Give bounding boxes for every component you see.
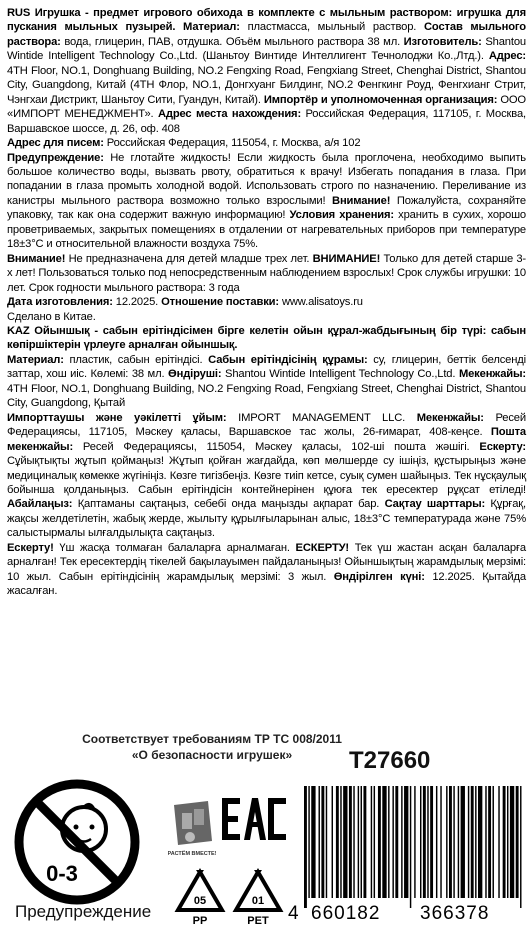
barcode-bar <box>458 786 459 898</box>
svg-text:05: 05 <box>193 895 207 907</box>
barcode-bar <box>332 786 333 898</box>
barcode-bar <box>374 786 375 898</box>
barcode-bar <box>453 786 454 898</box>
barcode-bar <box>340 786 341 898</box>
barcode-bar <box>363 786 366 898</box>
svg-text:01: 01 <box>251 895 265 907</box>
barcode-digits-right: 366378 <box>420 903 490 924</box>
barcode-bar <box>353 786 354 898</box>
eac-mark-icon <box>222 798 286 840</box>
svg-text:PET: PET <box>247 915 269 926</box>
svg-text:PP: PP <box>192 915 208 926</box>
barcode-bar <box>468 786 469 898</box>
recycle-pp-icon <box>170 866 230 926</box>
rus-section: RUS Игрушка - предмет игрового обихода в комплекте с мыльным раствором: игрушка для пускания мыльных пузырей. Материал: пластмасса, мыльный раствор. Состав мыльного раствора: вода, глицерин, ПАВ, отдушка. Объём мыльного раствора 38 мл. Изготовитель: Shantou Wintide Intelligent Technology Co.,Ltd. (Шаньтоу Винтиде Интеллигент Течнолоджи Ко.,Лтд.). Адрес: 4TH Floor, NO.1, Donghuang Building, NO.2 Fengxing Road, Fengxiang Street, Chenghai District, Shantou City, Guangdong, Китай (4TH Флор, NO.1, Донгхуанг Билдинг, NO.2 Фенгкинг Роуд, Фенгхианг Стрит, Чэнгхаи Дистрикт, Шаньтоу Сити, Гуандун, Китай). Импортёр и уполномоченная организация: ООО «ИМПОРТ МЕНЕДЖМЕНТ». Адрес места нахождения: Российская Федерация, 117105, г. Москва, Варшавское шоссе, д. 26, оф. 408 <box>7 7 526 135</box>
rus-intro: Игрушка - предмет игрового обихода в комплекте с мыльным раствором: игрушка для пускания мыльных пузырей. <box>7 7 526 34</box>
barcode-digits-left: 660182 <box>311 903 381 924</box>
no-small-children-icon <box>12 777 142 907</box>
barcode-icon <box>296 786 526 911</box>
barcode-bar <box>446 786 447 898</box>
barcode-bar <box>510 786 514 898</box>
barcode-bar <box>507 786 508 898</box>
kaz-section <box>7 324 526 353</box>
label-text-block: RUS Игрушка - предмет игрового обихода в комплекте с мыльным раствором: игрушка для пускания мыльных пузырей. Материал: пластмасса, мыльный раствор. Состав мыльного раствора: вода, глицерин, ПАВ, отдушка. Объём мыльного раствора 38 мл. Изготовитель: Shantou Wintide Intelligent Technology Co.,Ltd. (Шаньтоу Винтиде Интеллигент Течнолоджи Ко.,Лтд.). Адрес: 4TH Floor, NO.1, Donghuang Building, NO.2 Fengxing Road, Fengxiang Street, Chenghai District, Shantou City, Guangdong, Китай (4TH Флор, NO.1, Донгхуанг Билдинг, NO.2 Фенгкинг Роуд, Фенгхианг Стрит, Чэнгхаи Дистрикт, Шаньтоу Сити, Гуандун, Китай). Импортёр и уполномоченная организация: ООО «ИМПОРТ МЕНЕДЖМЕНТ». Адрес места нахождения: Российская Федерация, 117105, г. Москва, Варшавское шоссе, д. 26, оф. 408 Адрес для писем: Российская Федерация, 115054, г. Москва, а/я 102 Предупреждение: Не глотайте жидкость! Если жидкость была проглочена, необходимо выпить большое количество воды, вызвать рвоту, обратиться к врачу! Избегать попадания в глаза. При попадании в глаза промыть холодной водой. Использовать строго по назначению. Переливание из канистры мыльного раствора возможно только взрослыми! Внимание! Пожалуйста, сохраняйте упаковку, так как она содержит важную информацию! Условия хранения: хранить в сухих, хорошо проветриваемых, закрытых помещениях в отдалении от нагревательных приборов при температуре 18±3°С и относительной влажности воздуха 75%. Внимание! Не предназначена для детей младше трех лет. ВНИМАНИЕ! Только для детей старше 3-х лет! Пользоваться только под непосредственным наблюдением взрослых! Срок службы игрушки: 10 лет. Срок годности мыльного раствора: 3 года Дата изготовления: 12.2025. Отношение поставки: www.alisatoys.ru Сделано в Китае. KAZ Ойыншық - сабын ерітіндісімен бірге келетін ойын құрал-жабдығының бір түрі: сабын көпіршіктерін үрлеуге арналған ойыншық. Материал: пластик, сабын ерітіндісі. Сабын ерітіндісінің құрамы: су, глицерин, беттік белсенді заттар, хош иіс. Көлемі: 38 мл. Өндіруші: Shantou Wintide Intelligent Technology Co.,Ltd. Мекенжайы: 4TH Floor, NO.1, Donghuang Building, NO.2 Fengxing Road, Fengxiang Street, Chenghai District, Shantou City, Guangdong, Қытай Импорттаушы және уәкілетті ұйым: IMPORT MANAGEMENT LLC. Мекенжайы: Ресей Федерациясы, 117105, Мәскеу қаласы, Варшавское тас жолы, 26-ғимарат, 408-кеңсе. Пошта мекенжайы: Ресей Федерациясы, 115054, Мәскеу қаласы, 102-ші пошта жәшігі. Ескерту: Сұйықтықты жұтып қоймаңыз! Жұтып қойған жағдайда, көп мөлшерде су ішіңіз, құстырыңыз және медициналық көмекке жүгініңіз. Көзге тигізбеңіз. Көзге тиіп кетсе, суық сумен шайыңыз. Тек нұсқаулық бойынша қолданыңыз. Сабын ерітіндісін контейнерінен құюға тек ересектер рұқсат етіледі! Абайлаңыз: Қаптаманы сақтаңыз, себебі онда маңызды ақпарат бар. Сақтау шарттары: Құрғақ, жақсы желдетілетін, жабық жерде, жылыту құрылғыларынан алыс, 18±3°C температурада және 75% салыстырмалы ылғалдылықта сақтаңыз. Ескерту! Үш жасқа толмаған балаларға арналмаған. ЕСКЕРТУ! Тек үш жастан асқан балаларға арналған! Тек ересектердің тікелей бақылауымен пайдаланыңыз! Ойыншықтың жарамдылық мерзімі: 10 жыл. Сабын ерітіндісінің жарамдылық мерзімі: 3 жыл. Өндірілген күні: 12.2025. Қытайда жасалған. <box>7 7 527 598</box>
barcode-bar <box>493 786 494 898</box>
barcode-bar <box>449 786 452 898</box>
barcode-bar <box>414 786 415 898</box>
age-label: 0-3 <box>46 861 78 886</box>
article-number: T27660 <box>349 747 431 774</box>
barcode-bar <box>520 786 521 908</box>
barcode-bar <box>308 786 309 898</box>
rus-lang: RUS <box>7 7 31 19</box>
barcode-digit-first: 4 <box>288 903 300 924</box>
barcode-bar <box>423 786 426 898</box>
barcode-bar <box>461 786 465 898</box>
barcode-bar <box>440 786 441 898</box>
made-in: Сделано в Китае. <box>7 310 96 323</box>
barcode-bar <box>358 786 359 898</box>
barcode-bar <box>503 786 506 898</box>
barcode-bar <box>371 786 372 898</box>
barcode-bar <box>516 786 519 898</box>
kaz-intro: KAZ Ойыншық - сабын ерітіндісімен бірге келетін ойын құрал-жабдығының бір түрі: сабын көпіршіктерін үрлеуге арналған ойыншық. <box>7 324 526 352</box>
barcode-bar <box>498 786 499 898</box>
barcode-bar <box>326 786 327 898</box>
barcode-bar <box>471 786 474 898</box>
barcode-bar <box>343 786 347 898</box>
barcode-bar <box>430 786 433 898</box>
barcode-bar <box>475 786 476 898</box>
barcode-bar <box>321 786 324 898</box>
brand-logo-icon <box>168 797 216 859</box>
barcode-bar <box>395 786 398 898</box>
barcode-bar <box>378 786 381 898</box>
barcode-bar <box>382 786 386 898</box>
barcode-bar <box>304 786 307 908</box>
barcode-bar <box>319 786 320 898</box>
warning-caption: Предупреждение <box>15 902 152 921</box>
logo-caption: РАСТЁМ ВМЕСТЕ! <box>168 851 216 857</box>
barcode-bar <box>478 786 482 898</box>
barcode-bar <box>485 786 486 898</box>
barcode-bar <box>427 786 428 898</box>
barcode-bar <box>410 786 411 908</box>
barcode-bar <box>401 786 402 898</box>
barcode-bar <box>420 786 421 898</box>
certificate-text: Соответствует требованиям ТР ТС 008/2011 «О безопасности игрушек» <box>82 732 342 762</box>
barcode-bar <box>388 786 389 898</box>
barcode-bar <box>311 786 315 898</box>
barcode-bar <box>436 786 437 898</box>
barcode-bar <box>404 786 408 898</box>
barcode-bar <box>488 786 491 898</box>
barcode-bar <box>392 786 393 898</box>
barcode-bar <box>336 786 339 898</box>
barcode-bar <box>349 786 352 898</box>
barcode-bar <box>361 786 362 898</box>
recycle-pet-icon <box>228 866 288 926</box>
